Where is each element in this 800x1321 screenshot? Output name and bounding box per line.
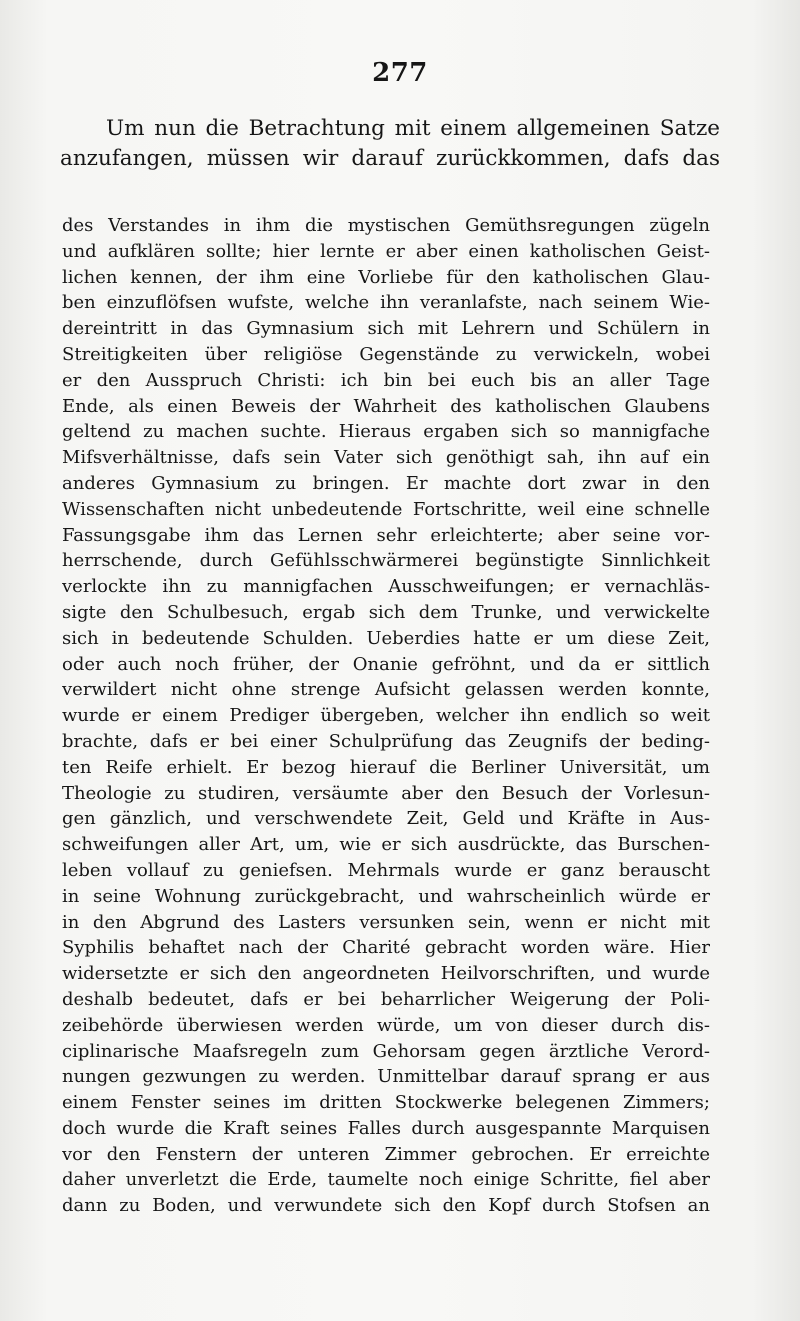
body-line: geltend zu machen suchte. Hieraus ergaben sich so mannigfache: [62, 421, 710, 443]
body-line: Syphilis behaftet nach der Charité gebracht worden wäre. Hier: [62, 937, 710, 959]
body-paragraph: [62, 213, 710, 1219]
body-line: Streitigkeiten über religiöse Gegenstände zu verwickeln, wobei: [62, 343, 710, 365]
body-line: wurde er einem Prediger übergeben, welcher ihn endlich so weit: [62, 705, 710, 727]
body-line: brachte, dafs er bei einer Schulprüfung das Zeugnifs der beding-: [62, 730, 710, 752]
body-line: ben einzuflöfsen wufste, welche ihn veranlafste, nach seinem Wie-: [62, 292, 710, 314]
body-line: in den Abgrund des Lasters versunken sein, wenn er nicht mit: [62, 911, 710, 933]
body-line: zeibehörde überwiesen werden würde, um von dieser durch dis-: [62, 1014, 710, 1036]
body-line: verlockte ihn zu mannigfachen Ausschweifungen; er vernachläs-: [62, 576, 710, 598]
body-line: in seine Wohnung zurückgebracht, und wahrscheinlich würde er: [62, 885, 710, 907]
body-line: sich in bedeutende Schulden. Ueberdies hatte er um diese Zeit,: [62, 627, 710, 649]
body-line: Theologie zu studiren, versäumte aber den Besuch der Vorlesun-: [62, 782, 710, 804]
body-line: verwildert nicht ohne strenge Aufsicht gelassen werden konnte,: [62, 679, 710, 701]
body-line: daher unverletzt die Erde, taumelte noch einige Schritte, fiel aber: [62, 1169, 710, 1191]
body-line: vor den Fenstern der unteren Zimmer gebrochen. Er erreichte: [62, 1143, 710, 1165]
body-line: dann zu Boden, und verwundete sich den Kopf durch Stofsen an: [62, 1195, 710, 1217]
body-line: er den Ausspruch Christi: ich bin bei euch bis an aller Tage: [62, 369, 710, 391]
body-line: herrschende, durch Gefühlsschwärmerei begünstigte Sinnlichkeit: [62, 550, 710, 572]
body-line: und aufklären sollte; hier lernte er aber einen katholischen Geist-: [62, 240, 710, 262]
body-line: oder auch noch früher, der Onanie gefröhnt, und da er sittlich: [62, 653, 710, 675]
body-line: einem Fenster seines im dritten Stockwerke belegenen Zimmers;: [62, 1092, 710, 1114]
lead-line: anzufangen, müssen wir darauf zurückkommen, dafs das: [60, 146, 720, 171]
body-line: anderes Gymnasium zu bringen. Er machte dort zwar in den: [62, 472, 710, 494]
body-line: Fassungsgabe ihm das Lernen sehr erleichterte; aber seine vor-: [62, 524, 710, 546]
body-line: schweifungen aller Art, um, wie er sich ausdrückte, das Burschen-: [62, 834, 710, 856]
body-line: des Verstandes in ihm die mystischen Gemüthsregungen zügeln: [62, 215, 710, 236]
body-line: Ende, als einen Beweis der Wahrheit des katholischen Glaubens: [62, 395, 710, 417]
body-line: ciplinarische Maafsregeln zum Gehorsam gegen ärztliche Verord-: [62, 1040, 710, 1062]
body-line: sigte den Schulbesuch, ergab sich dem Trunke, und verwickelte: [62, 601, 710, 623]
body-line: leben vollauf zu geniefsen. Mehrmals wurde er ganz berauscht: [62, 859, 710, 881]
lead-line: Um nun die Betrachtung mit einem allgemeinen Satze: [106, 116, 720, 141]
body-line: widersetzte er sich den angeordneten Heilvorschriften, und wurde: [62, 963, 710, 985]
body-line: Wissenschaften nicht unbedeutende Fortschritte, weil eine schnelle: [62, 498, 710, 520]
body-line: doch wurde die Kraft seines Falles durch ausgespannte Marquisen: [62, 1117, 710, 1139]
body-line: ten Reife erhielt. Er bezog hierauf die Berliner Universität, um: [62, 756, 710, 778]
body-line: gen gänzlich, und verschwendete Zeit, Geld und Kräfte in Aus-: [62, 808, 710, 830]
body-line: Mifsverhältnisse, dafs sein Vater sich genöthigt sah, ihn auf ein: [62, 447, 710, 469]
body-line: nungen gezwungen zu werden. Unmittelbar darauf sprang er aus: [62, 1066, 710, 1088]
lead-paragraph: [60, 114, 720, 174]
body-line: lichen kennen, der ihm eine Vorliebe für den katholischen Glau-: [62, 266, 710, 288]
page-number: 277: [372, 58, 428, 88]
body-line: deshalb bedeutet, dafs er bei beharrlicher Weigerung der Poli-: [62, 988, 710, 1010]
body-line: dereintritt in das Gymnasium sich mit Lehrern und Schülern in: [62, 318, 710, 340]
